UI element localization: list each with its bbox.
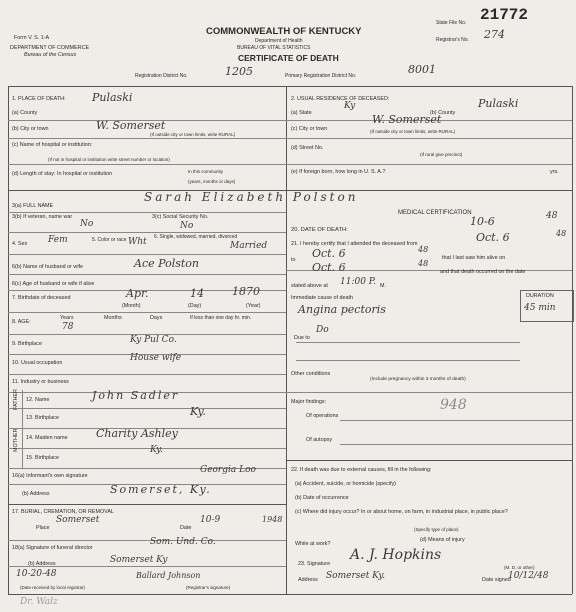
department-label: DEPARTMENT OF COMMERCE: [10, 45, 90, 51]
row-line: [8, 232, 286, 233]
marital-value: Married: [230, 241, 268, 251]
footer-note: Dr. Walz: [20, 597, 58, 607]
sex-value: Fem: [48, 235, 68, 245]
death-date-label: 20. DATE OF DEATH:: [291, 227, 348, 233]
under-one-day-label: If less than one day hr. min.: [190, 315, 252, 321]
due-to-label: Due to: [294, 335, 310, 341]
residence-label: 2. USUAL RESIDENCE OF DECEASED:: [291, 96, 390, 102]
parent-side-rule: [22, 390, 23, 468]
father-name-label: 12. Name: [26, 397, 50, 403]
reg-district-label: Registration District No.: [135, 73, 188, 79]
physician-address-value: Somerset Ky.: [326, 571, 386, 581]
column-divider: [286, 86, 287, 594]
duration-value: 45 min: [524, 303, 556, 313]
birth-year-value: 1870: [232, 285, 260, 298]
place-county-label: (a) County: [12, 110, 38, 116]
place-county-value: Pulaski: [92, 91, 133, 104]
burial-date-value: 10-9: [200, 515, 221, 525]
external-divider: [286, 460, 572, 461]
residence-county-label: (b) County: [430, 110, 456, 116]
burial-divider: [8, 504, 286, 505]
last-saw-text: that I last saw him alive on: [442, 255, 506, 261]
burial-label: 17. BURIAL, CREMATION, OR REMOVAL: [12, 509, 114, 515]
due-line-2: [296, 360, 520, 361]
due-to-value: Do: [316, 325, 329, 335]
father-birthplace-label: 13. Birthplace: [26, 415, 59, 421]
veteran-value: No: [80, 219, 94, 229]
external-causes-label: 22. If death was due to external causes, fill in the following:: [291, 467, 432, 473]
attended-from-value: Oct. 6: [476, 231, 510, 244]
row-line: [8, 448, 286, 449]
occurred-text: and that death occurred on the date: [440, 269, 526, 275]
birthplace-value: Ky Pul Co.: [130, 335, 177, 345]
birth-day-value: 14: [190, 287, 204, 300]
border-left: [8, 86, 9, 594]
md-caption: (M. D. or other): [504, 565, 535, 570]
color-label: 5. Color or race: [92, 237, 127, 243]
age-months-caption: Months: [104, 315, 122, 321]
hospital-note: (If not in hospital or institution write street number or location): [48, 157, 170, 162]
funeral-director-value: Som. Und. Co.: [150, 537, 216, 547]
ssn-label: 3(c) Social Security No.: [152, 214, 209, 220]
age-days-caption: Days: [150, 315, 163, 321]
place-city-value: W. Somerset: [96, 119, 166, 132]
informant-address-value: Somerset, Ky.: [110, 483, 212, 496]
operations-line: [340, 420, 572, 421]
mother-name-value: Charity Ashley: [96, 427, 178, 440]
foreign-born-label: (e) If foreign born, how long in U. S. A.?: [291, 169, 386, 175]
residence-street-label: (d) Street No.: [291, 145, 324, 151]
full-name-value: Sarah Elizabeth Polston: [144, 190, 359, 204]
stay-note: In this community: [188, 169, 224, 174]
place-city-label: (b) City or town: [12, 126, 49, 132]
foreign-born-units: yrs.: [550, 169, 559, 175]
birth-year-caption: (Year): [246, 303, 261, 309]
registrar-no-label: Registrar's No.: [436, 37, 469, 43]
operations-value: 948: [440, 397, 467, 413]
row-line: [286, 392, 572, 393]
occurrence-label: (b) Date of occurrence: [295, 495, 349, 501]
burial-place-label: Place: [36, 525, 50, 531]
physician-signature: A. J. Hopkins: [350, 547, 442, 563]
death-date-value: 10-6: [470, 215, 495, 228]
date-signed-value: 10/12/48: [508, 571, 549, 581]
border-bottom: [8, 594, 572, 595]
hospital-label: (c) Name of hospital or institution:: [12, 142, 93, 148]
row-line: [8, 212, 286, 213]
residence-city-label: (c) City or town: [291, 126, 328, 132]
mother-birthplace-label: 15. Birthplace: [26, 455, 59, 461]
birthplace-label: 9. Birthplace: [12, 341, 42, 347]
burial-date-label: Date: [180, 525, 192, 531]
place-city-note: (If outside city or town limits, write RURAL): [150, 132, 236, 137]
row-line: [286, 164, 572, 165]
burial-year-value: 1948: [262, 515, 283, 524]
autopsy-line: [340, 444, 572, 445]
informant-signature: Georgia Loo: [200, 465, 256, 475]
primary-district-label: Primary Registration District No.: [285, 73, 357, 79]
ssn-value: No: [180, 221, 194, 231]
residence-county-value: Pulaski: [478, 97, 519, 110]
burial-place-value: Somerset: [56, 515, 100, 525]
signature-label: 23. Signature: [298, 561, 331, 567]
while-at-work-label: While at work?: [295, 541, 331, 547]
means-label: (d) Means of injury: [420, 537, 465, 543]
sex-label: 4. Sex: [12, 241, 28, 247]
registrar-number: 274: [484, 28, 505, 41]
row-line: [8, 374, 286, 375]
row-line: [8, 254, 286, 255]
last-saw-value: Oct. 6: [312, 261, 346, 274]
age-years-caption: Years: [60, 315, 74, 321]
birthdate-label: 7. Birthdate of deceased: [12, 295, 71, 301]
operations-label: Of operations: [306, 413, 339, 419]
occupation-value: House wife: [130, 353, 182, 363]
occupation-label: 10. Usual occupation: [12, 360, 63, 366]
major-findings-label: Major findings:: [291, 399, 327, 405]
row-line: [8, 408, 286, 409]
age-label: 8. AGE:: [12, 319, 31, 325]
certificate-title: CERTIFICATE OF DEATH: [238, 53, 339, 63]
attended-to-label: to: [291, 257, 296, 263]
cause-label: Immediate cause of death: [291, 295, 354, 301]
row-line: [286, 138, 572, 139]
funeral-address-value: Somerset Ky: [110, 555, 168, 565]
date-filed-value: 10-20-48: [16, 569, 57, 579]
form-number: Form V. S. 1-A: [14, 35, 50, 41]
spouse-value: Ace Polston: [134, 257, 199, 270]
row-line: [8, 164, 286, 165]
residence-city-note: (If outside city or town limits, write RURAL): [370, 129, 456, 134]
row-line: [8, 274, 286, 275]
state-file-label: State File No.: [436, 20, 467, 26]
hour-unit: M.: [380, 283, 386, 289]
attended-to-year: 48: [418, 245, 429, 254]
border-top: [8, 86, 572, 87]
full-name-label: 3(a) FULL NAME: [12, 203, 54, 209]
autopsy-label: Of autopsy: [306, 437, 333, 443]
death-year-value: 48: [546, 211, 558, 221]
due-line: [296, 342, 520, 343]
marital-label: 6. Single, widowed, married, divorced: [154, 234, 238, 240]
row-line: [8, 138, 286, 139]
birth-month-value: Apr.: [126, 287, 149, 300]
attended-to-value: Oct. 6: [312, 247, 346, 260]
birth-day-caption: (Day): [188, 303, 202, 309]
attended-text: 21. I hereby certify that I attended the deceased from: [291, 241, 418, 247]
date-filed-caption: (Date received by local registrar): [20, 585, 86, 590]
accident-label: (a) Accident, suicide, or homicide (specify): [295, 481, 396, 487]
funeral-address-label: (b) Address: [28, 561, 56, 567]
row-line: [8, 312, 286, 313]
age-years-value: 78: [62, 322, 74, 332]
physician-address-label: Address: [298, 577, 318, 583]
father-name-value: John Sadler: [92, 389, 180, 402]
bureau-vital-label: BUREAU OF VITAL STATISTICS: [237, 45, 311, 51]
birth-month-caption: (Month): [122, 303, 141, 309]
spouse-label: 6(b) Name of husband or wife: [12, 264, 84, 270]
residence-state-label: (a) State: [291, 110, 312, 116]
date-signed-label: Date signed: [482, 577, 511, 583]
veteran-label: 3(b) If veteran, name war: [12, 214, 73, 220]
industry-label: 11. Industry or business: [12, 379, 69, 385]
funeral-director-label: 18(a) Signature of funeral director: [12, 545, 93, 551]
registrar-signature: Ballard Johnson: [136, 571, 201, 580]
cause-value: Angina pectoris: [298, 303, 386, 316]
attended-from-year: 48: [556, 229, 567, 238]
residence-street-note: (If rural give precinct): [420, 152, 463, 157]
state-heading: COMMONWEALTH OF KENTUCKY: [206, 26, 362, 37]
row-line: [8, 540, 286, 541]
reg-district-number: 1205: [225, 65, 253, 78]
medical-title: MEDICAL CERTIFICATION: [398, 210, 472, 216]
other-conditions-note: (Include pregnancy within 3 months of death): [370, 377, 466, 382]
informant-address-label: (b) Address: [22, 491, 50, 497]
dept-health-label: Department of Health: [255, 38, 303, 44]
residence-state-value: Ky: [344, 101, 356, 111]
hour-label: stated above at: [291, 283, 328, 289]
where-label: (c) Where did injury occur? In or about home, on farm, in industrial place, in public place?: [295, 509, 508, 515]
hour-value: 11:00 P.: [340, 277, 376, 287]
last-saw-year: 48: [418, 259, 429, 268]
registrar-signature-caption: (Registrar's signature): [186, 585, 231, 590]
father-birthplace-value: Ky.: [190, 405, 206, 418]
border-right: [572, 86, 573, 594]
residence-city-value: W. Somerset: [372, 113, 442, 126]
mother-birthplace-value: Ky.: [150, 445, 163, 455]
duration-label: DURATION: [526, 293, 554, 299]
where-note: (Specify type of place): [414, 527, 459, 532]
state-file-number: 21772: [480, 6, 529, 24]
bureau-census-label: Bureau of the Census: [24, 52, 77, 58]
stay-units: (years, months or days): [188, 179, 236, 184]
informant-label: 16(a) Informant's own signature: [12, 473, 88, 479]
other-conditions-label: Other conditions: [291, 371, 331, 377]
stay-label: (d) Length of stay: In hospital or institution: [12, 171, 113, 177]
spouse-age-label: 6(c) Age of husband or wife if alive: [12, 281, 95, 287]
mother-name-label: 14. Maiden name: [26, 435, 68, 441]
father-side-label: FATHER: [13, 389, 19, 410]
mother-side-label: MOTHER: [13, 428, 19, 452]
place-of-death-label: 1. PLACE OF DEATH:: [12, 96, 66, 102]
color-value: Wht: [128, 237, 147, 247]
primary-district-number: 8001: [408, 63, 436, 76]
